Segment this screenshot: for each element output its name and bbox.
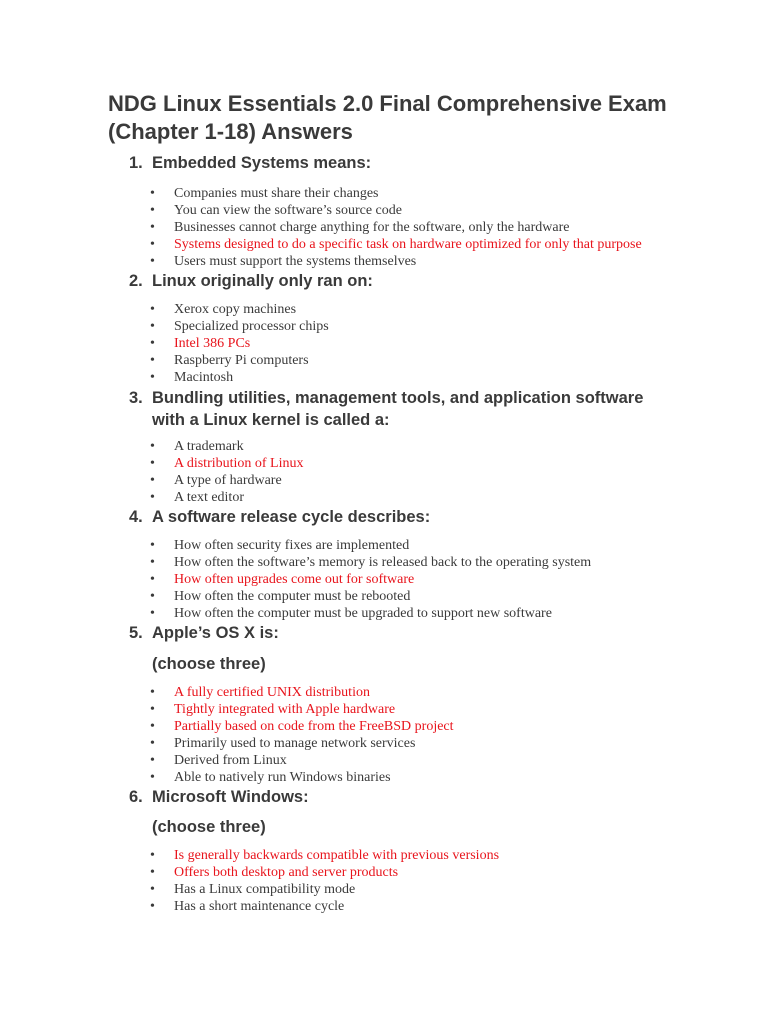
list-item: • Users must support the systems themselves <box>150 253 710 270</box>
list-item: • Has a short maintenance cycle <box>150 898 710 915</box>
correct-answer-item: • How often upgrades come out for software <box>150 571 710 588</box>
list-item: • A type of hardware <box>150 472 710 489</box>
question-number: 5. <box>129 624 143 642</box>
list-item: • How often the computer must be rebooted <box>150 588 710 605</box>
question-4 <box>129 506 669 528</box>
list-item: • Derived from Linux <box>150 752 710 769</box>
question-number: 4. <box>129 508 143 526</box>
list-item: • How often security fixes are implemented <box>150 537 710 554</box>
list-item: • A trademark <box>150 438 710 455</box>
question-number: 6. <box>129 788 143 806</box>
list-item: • Has a Linux compatibility mode <box>150 881 710 898</box>
list-item: • Raspberry Pi computers <box>150 352 710 369</box>
question-1 <box>129 152 669 174</box>
list-item: • A text editor <box>150 489 710 506</box>
question-6-instruction: (choose three) <box>152 818 266 836</box>
correct-answer-item: • Is generally backwards compatible with previous versions <box>150 847 710 864</box>
list-item: • Able to natively run Windows binaries <box>150 769 710 786</box>
list-item: • How often the software’s memory is released back to the operating system <box>150 554 710 571</box>
question-1-options <box>150 185 710 270</box>
question-text: Apple’s OS X is: <box>152 624 279 642</box>
question-4-options <box>150 537 710 622</box>
question-number: 2. <box>129 272 143 290</box>
question-3-options <box>150 438 710 506</box>
question-text: Embedded Systems means: <box>152 154 372 172</box>
question-2-options <box>150 301 710 386</box>
correct-answer-item: • Intel 386 PCs <box>150 335 710 352</box>
list-item: • You can view the software’s source code <box>150 202 710 219</box>
list-item: • Companies must share their changes <box>150 185 710 202</box>
list-item: • How often the computer must be upgraded to support new software <box>150 605 710 622</box>
question-5-options <box>150 684 710 786</box>
list-item: • Specialized processor chips <box>150 318 710 335</box>
list-item: • Primarily used to manage network services <box>150 735 710 752</box>
correct-answer-item: • A fully certified UNIX distribution <box>150 684 710 701</box>
question-6 <box>129 786 669 808</box>
question-6-options <box>150 847 710 915</box>
question-3 <box>129 387 669 431</box>
question-5 <box>129 622 669 644</box>
question-text: Bundling utilities, management tools, and application software with a Linux kernel is called a: <box>152 389 644 429</box>
list-item: • Xerox copy machines <box>150 301 710 318</box>
question-text: Linux originally only ran on: <box>152 272 373 290</box>
question-text: Microsoft Windows: <box>152 788 309 806</box>
list-item: • Businesses cannot charge anything for the software, only the hardware <box>150 219 710 236</box>
question-5-instruction: (choose three) <box>152 655 266 673</box>
correct-answer-item: • Partially based on code from the FreeBSD project <box>150 718 710 735</box>
page-title: NDG Linux Essentials 2.0 Final Comprehensive Exam (Chapter 1-18) Answers <box>108 91 667 144</box>
question-2 <box>129 270 669 292</box>
correct-answer-item: • Systems designed to do a specific task on hardware optimized for only that purpose <box>150 236 710 253</box>
question-number: 1. <box>129 154 143 172</box>
question-number: 3. <box>129 389 143 407</box>
list-item: • Macintosh <box>150 369 710 386</box>
correct-answer-item: • Offers both desktop and server products <box>150 864 710 881</box>
correct-answer-item: • A distribution of Linux <box>150 455 710 472</box>
question-text: A software release cycle describes: <box>152 508 431 526</box>
correct-answer-item: • Tightly integrated with Apple hardware <box>150 701 710 718</box>
